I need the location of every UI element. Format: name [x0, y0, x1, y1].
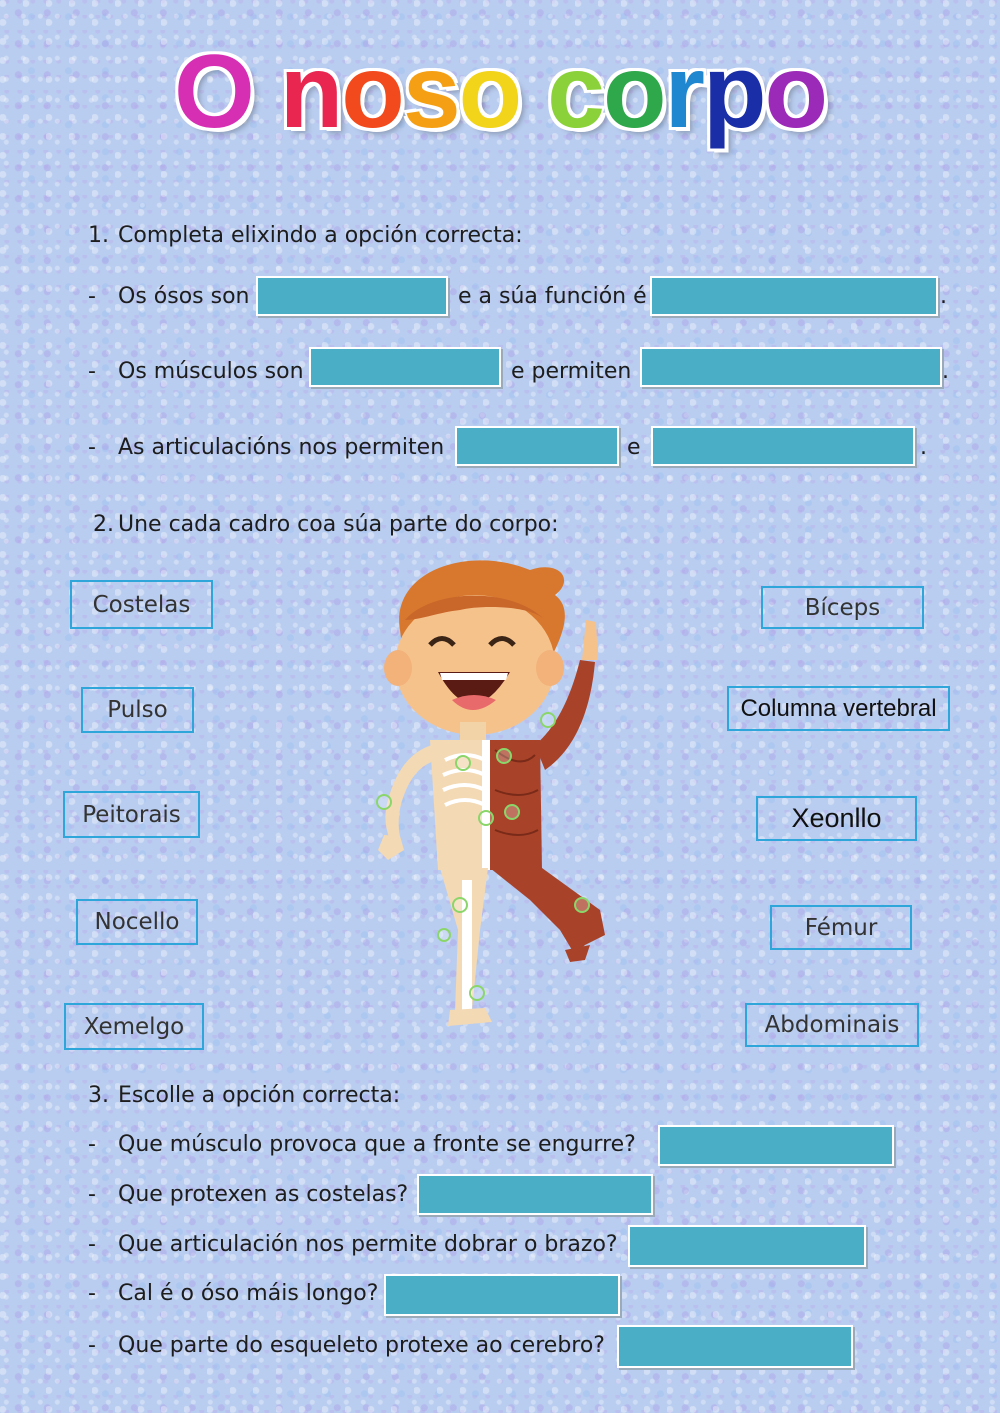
label-box-columna-vertebral[interactable]: Columna vertebral [727, 686, 950, 731]
question5-dash: - [88, 1333, 96, 1358]
line1-text1: Os ósos son [118, 284, 250, 309]
line2-dash: - [88, 359, 96, 384]
question1-text: Que músculo provoca que a fronte se engurre? [118, 1132, 636, 1157]
question1-dash: - [88, 1132, 96, 1157]
label-box-pulso[interactable]: Pulso [81, 687, 194, 733]
answer-blank-bones-type[interactable] [256, 276, 448, 316]
title-letter: n [279, 34, 342, 150]
answer-blank-joints-1[interactable] [455, 426, 619, 466]
question4-dash: - [88, 1281, 96, 1306]
answer-blank-muscles-type[interactable] [309, 347, 501, 387]
page-title [0, 34, 1000, 150]
answer-blank-joints-2[interactable] [651, 426, 915, 466]
answer-blank-q2[interactable] [417, 1174, 653, 1215]
answer-blank-bones-function[interactable] [650, 276, 938, 316]
line3-dash: - [88, 435, 96, 460]
answer-blank-q1[interactable] [658, 1125, 894, 1166]
label-box-xeonllo[interactable]: Xeonllo [756, 796, 917, 841]
label-box-nocello[interactable]: Nocello [76, 899, 198, 945]
line3-text1: As articulacións nos permiten [118, 435, 445, 460]
question3-text: Que articulación nos permite dobrar o brazo? [118, 1232, 618, 1257]
question5-text: Que parte do esqueleto protexe ao cerebro? [118, 1333, 605, 1358]
title-letter: s [402, 34, 459, 150]
line2-end: . [942, 359, 949, 384]
line1-end: . [940, 284, 947, 309]
question2-text: Que protexen as costelas? [118, 1182, 409, 1207]
section1-heading: Completa elixindo a opción correcta: [118, 223, 523, 248]
line3-text2: e [627, 435, 641, 460]
title-letter [253, 34, 280, 150]
line3-end: . [920, 435, 927, 460]
question2-dash: - [88, 1182, 96, 1207]
line1-text2: e a súa función é [458, 284, 647, 309]
section3-heading: Escolle a opción correcta: [118, 1083, 401, 1108]
title-letter: o [341, 34, 403, 150]
title-letter: r [664, 34, 703, 150]
title-letter: O [173, 34, 253, 150]
question4-text: Cal é o óso máis longo? [118, 1281, 379, 1306]
section1-number: 1. [88, 223, 109, 248]
title-letter [520, 34, 547, 150]
line2-text2: e permiten [511, 359, 632, 384]
label-box-biceps[interactable]: Bíceps [761, 586, 924, 629]
title-letter: c [547, 34, 603, 150]
label-box-costelas[interactable]: Costelas [70, 580, 213, 629]
section3-number: 3. [88, 1083, 109, 1108]
label-box-peitorais[interactable]: Peitorais [63, 791, 200, 838]
title-letter: p [702, 34, 765, 150]
section2-number: 2. [93, 512, 114, 537]
title-letter: o [602, 34, 665, 150]
line2-text1: Os músculos son [118, 359, 304, 384]
body-anatomy-illustration [360, 550, 620, 1040]
answer-blank-q3[interactable] [628, 1225, 866, 1267]
line1-dash: - [88, 284, 96, 309]
label-box-femur[interactable]: Fémur [770, 905, 912, 950]
question3-dash: - [88, 1232, 96, 1257]
title-letter: o [764, 34, 827, 150]
label-box-xemelgo[interactable]: Xemelgo [64, 1003, 204, 1050]
answer-blank-q4[interactable] [384, 1274, 620, 1316]
section2-heading: Une cada cadro coa súa parte do corpo: [118, 512, 559, 537]
label-box-abdominais[interactable]: Abdominais [745, 1003, 919, 1047]
title-letter: o [458, 34, 521, 150]
answer-blank-q5[interactable] [617, 1325, 853, 1368]
answer-blank-muscles-function[interactable] [640, 347, 942, 387]
